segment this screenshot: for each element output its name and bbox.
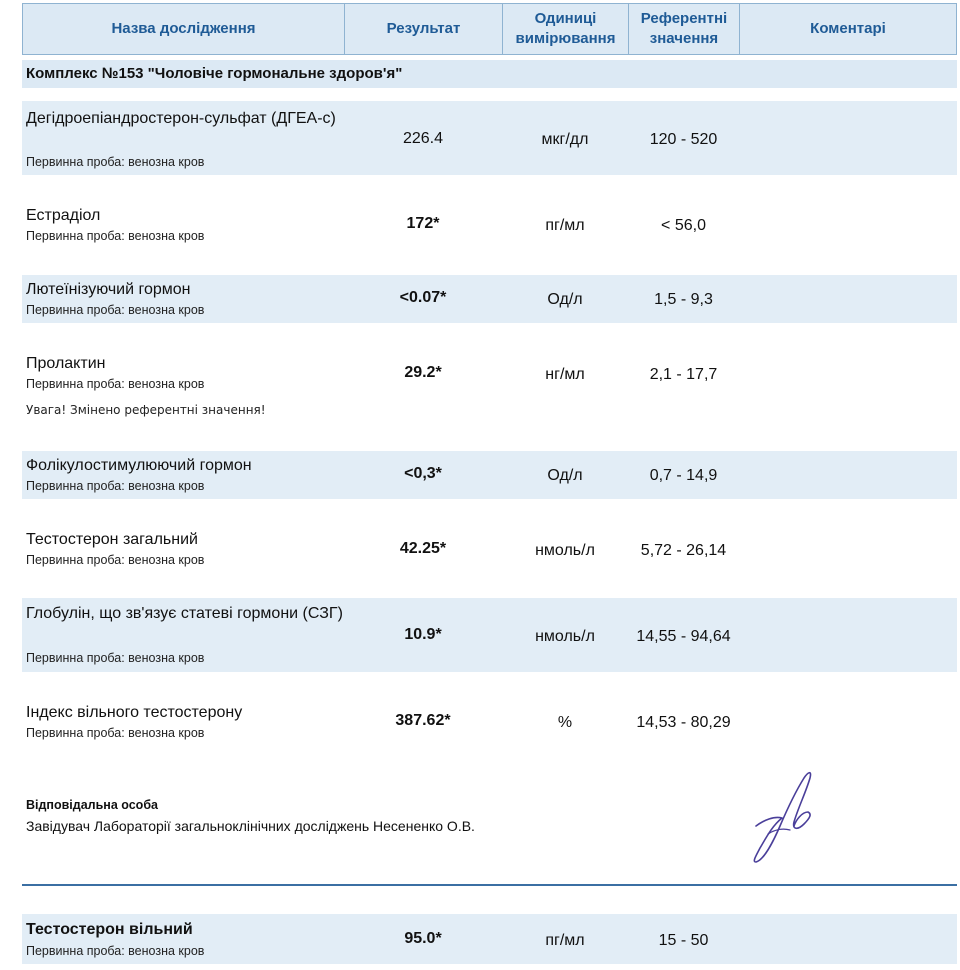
test-name: Лютеїнізуючий гормон	[26, 281, 191, 298]
result-value: 387.62*	[395, 712, 451, 729]
unit-value: %	[557, 714, 573, 731]
header-name: Назва дослідження	[23, 4, 345, 54]
test-name: Фолікулостимулюючий гормон	[26, 457, 252, 474]
reference-value: 1,5 - 9,3	[654, 291, 713, 308]
result-value: 95.0*	[404, 930, 442, 947]
reference-value: 120 - 520	[649, 131, 718, 148]
test-name: Пролактин	[26, 355, 106, 372]
table-row	[22, 692, 957, 752]
unit-value: пг/мл	[545, 217, 585, 234]
sample-label: Первинна проба: венозна кров	[26, 377, 205, 391]
sample-label: Первинна проба: венозна кров	[26, 303, 205, 317]
result-value: <0,3*	[404, 465, 442, 482]
sample-label: Первинна проба: венозна кров	[26, 155, 205, 169]
test-name: Тестостерон загальний	[26, 531, 198, 548]
unit-value: нг/мл	[545, 366, 585, 383]
result-value: 172*	[406, 215, 440, 232]
table-row	[22, 914, 957, 964]
test-name: Глобулін, що зв'язує статеві гормони (СЗГ)	[26, 605, 343, 622]
result-value: 42.25*	[399, 540, 447, 557]
result-value: <0.07*	[399, 289, 447, 306]
section-divider	[22, 884, 957, 886]
unit-value: нмоль/л	[535, 542, 595, 559]
test-name: Естрадіол	[26, 207, 101, 224]
section-title: Комплекс №153 "Чоловіче гормональне здоров'я"	[22, 60, 957, 88]
header-comments: Коментарі	[810, 20, 886, 37]
result-value: 10.9*	[404, 626, 442, 643]
table-row	[22, 598, 957, 672]
signature-image	[694, 768, 884, 868]
reference-change-note: Увага! Змінено референтні значення!	[26, 403, 266, 417]
reference-value: 14,53 - 80,29	[636, 714, 731, 731]
reference-value: < 56,0	[661, 217, 706, 234]
table-row	[22, 520, 957, 580]
header-units: Одиниці вимірювання	[503, 4, 629, 54]
table-row	[22, 101, 957, 175]
unit-value: Од/л	[547, 467, 583, 484]
test-name: Індекс вільного тестостерону	[26, 704, 243, 721]
reference-value: 0,7 - 14,9	[649, 467, 718, 484]
table-header	[22, 3, 957, 55]
result-value: 29.2*	[404, 364, 442, 381]
responsible-person-title: Відповідальна особа	[26, 798, 158, 812]
reference-value: 5,72 - 26,14	[640, 542, 727, 559]
result-value: 226.4	[402, 130, 444, 147]
table-row	[22, 275, 957, 323]
reference-value: 15 - 50	[658, 932, 709, 949]
table-row	[22, 451, 957, 499]
header-result: Результат	[345, 4, 503, 54]
unit-value: Од/л	[547, 291, 583, 308]
sample-label: Первинна проба: венозна кров	[26, 229, 205, 243]
test-name: Дегідроепіандростерон-сульфат (ДГЕА-с)	[26, 110, 336, 127]
responsible-person-text: Завідувач Лабораторії загальноклінічних досліджень Несененко О.В.	[26, 818, 475, 834]
unit-value: пг/мл	[545, 932, 585, 949]
test-name: Тестостерон вільний	[26, 921, 193, 938]
sample-label: Первинна проба: венозна кров	[26, 944, 205, 958]
sample-label: Первинна проба: венозна кров	[26, 651, 205, 665]
header-reference: Референтні значення	[629, 4, 740, 54]
reference-value: 14,55 - 94,64	[636, 628, 731, 645]
table-row	[22, 195, 957, 255]
sample-label: Первинна проба: венозна кров	[26, 553, 205, 567]
sample-label: Первинна проба: венозна кров	[26, 479, 205, 493]
unit-value: нмоль/л	[535, 628, 595, 645]
table-row	[22, 343, 957, 433]
reference-value: 2,1 - 17,7	[649, 366, 718, 383]
sample-label: Первинна проба: венозна кров	[26, 726, 205, 740]
unit-value: мкг/дл	[541, 131, 589, 148]
